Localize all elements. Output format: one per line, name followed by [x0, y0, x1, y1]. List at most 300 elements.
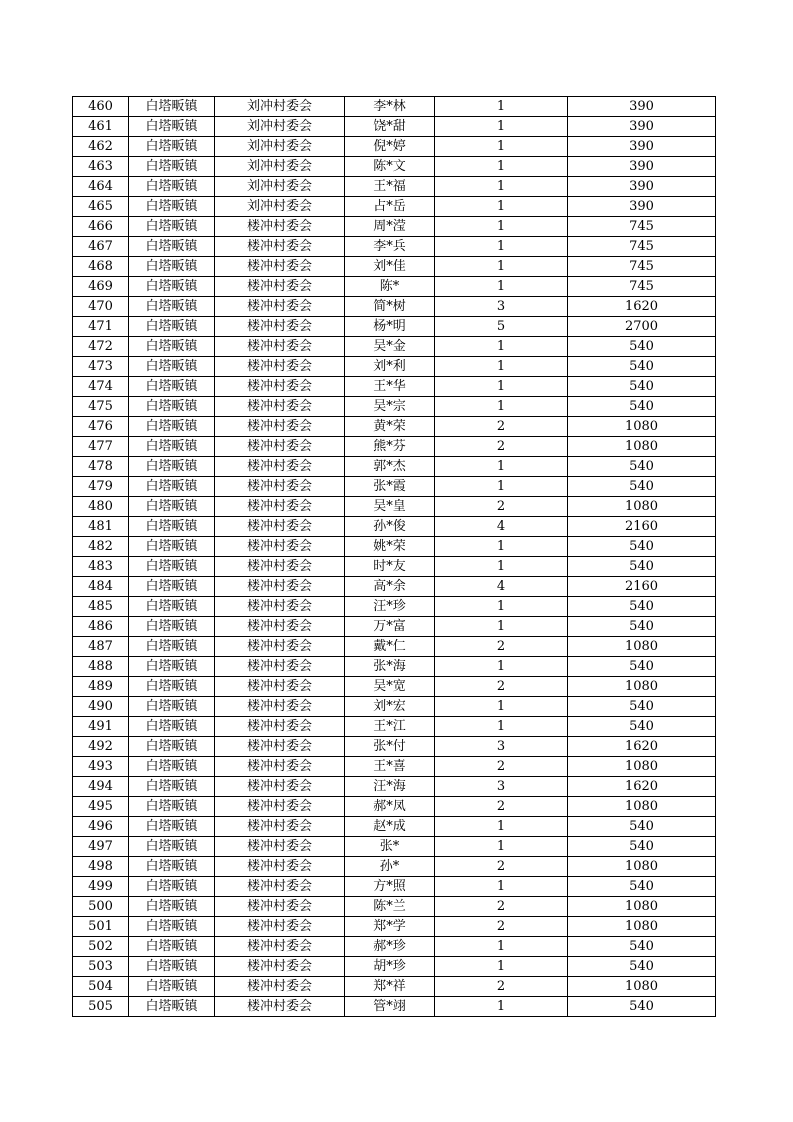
- cell-amount: 390: [568, 137, 716, 157]
- cell-household-count: 1: [435, 157, 568, 177]
- cell-amount: 1080: [568, 757, 716, 777]
- cell-person-name: 万*富: [345, 617, 435, 637]
- cell-serial-number: 502: [73, 937, 129, 957]
- cell-person-name: 郑*学: [345, 917, 435, 937]
- cell-town: 白塔畈镇: [129, 397, 215, 417]
- cell-person-name: 郭*杰: [345, 457, 435, 477]
- cell-household-count: 1: [435, 837, 568, 857]
- cell-serial-number: 480: [73, 497, 129, 517]
- cell-serial-number: 492: [73, 737, 129, 757]
- cell-village-committee: 楼冲村委会: [215, 677, 345, 697]
- cell-amount: 1080: [568, 417, 716, 437]
- cell-person-name: 郝*珍: [345, 937, 435, 957]
- cell-town: 白塔畈镇: [129, 697, 215, 717]
- cell-amount: 540: [568, 837, 716, 857]
- cell-person-name: 胡*珍: [345, 957, 435, 977]
- cell-town: 白塔畈镇: [129, 537, 215, 557]
- cell-serial-number: 477: [73, 437, 129, 457]
- cell-serial-number: 495: [73, 797, 129, 817]
- cell-town: 白塔畈镇: [129, 497, 215, 517]
- cell-village-committee: 楼冲村委会: [215, 477, 345, 497]
- cell-village-committee: 楼冲村委会: [215, 777, 345, 797]
- cell-person-name: 刘*宏: [345, 697, 435, 717]
- cell-village-committee: 楼冲村委会: [215, 217, 345, 237]
- cell-serial-number: 470: [73, 297, 129, 317]
- cell-serial-number: 471: [73, 317, 129, 337]
- cell-serial-number: 460: [73, 97, 129, 117]
- cell-amount: 540: [568, 657, 716, 677]
- cell-amount: 1080: [568, 797, 716, 817]
- cell-village-committee: 楼冲村委会: [215, 377, 345, 397]
- cell-household-count: 2: [435, 637, 568, 657]
- cell-serial-number: 461: [73, 117, 129, 137]
- cell-household-count: 2: [435, 917, 568, 937]
- cell-village-committee: 楼冲村委会: [215, 817, 345, 837]
- cell-amount: 540: [568, 337, 716, 357]
- cell-household-count: 1: [435, 957, 568, 977]
- cell-town: 白塔畈镇: [129, 217, 215, 237]
- table-row: [73, 897, 716, 917]
- cell-household-count: 1: [435, 257, 568, 277]
- cell-village-committee: 楼冲村委会: [215, 857, 345, 877]
- cell-town: 白塔畈镇: [129, 777, 215, 797]
- table-row: [73, 497, 716, 517]
- cell-town: 白塔畈镇: [129, 797, 215, 817]
- cell-household-count: 1: [435, 277, 568, 297]
- cell-village-committee: 楼冲村委会: [215, 937, 345, 957]
- cell-amount: 540: [568, 477, 716, 497]
- table-row: [73, 317, 716, 337]
- cell-village-committee: 楼冲村委会: [215, 717, 345, 737]
- cell-town: 白塔畈镇: [129, 737, 215, 757]
- cell-village-committee: 楼冲村委会: [215, 497, 345, 517]
- cell-town: 白塔畈镇: [129, 837, 215, 857]
- cell-household-count: 1: [435, 337, 568, 357]
- cell-person-name: 吴*宽: [345, 677, 435, 697]
- cell-amount: 540: [568, 397, 716, 417]
- cell-serial-number: 488: [73, 657, 129, 677]
- cell-amount: 540: [568, 537, 716, 557]
- cell-amount: 540: [568, 617, 716, 637]
- cell-household-count: 1: [435, 937, 568, 957]
- cell-village-committee: 楼冲村委会: [215, 237, 345, 257]
- cell-person-name: 熊*芬: [345, 437, 435, 457]
- cell-person-name: 王*华: [345, 377, 435, 397]
- cell-town: 白塔畈镇: [129, 597, 215, 617]
- cell-serial-number: 466: [73, 217, 129, 237]
- cell-household-count: 1: [435, 397, 568, 417]
- cell-village-committee: 楼冲村委会: [215, 277, 345, 297]
- cell-town: 白塔畈镇: [129, 97, 215, 117]
- cell-serial-number: 469: [73, 277, 129, 297]
- cell-town: 白塔畈镇: [129, 997, 215, 1017]
- cell-serial-number: 501: [73, 917, 129, 937]
- cell-amount: 1080: [568, 497, 716, 517]
- cell-serial-number: 485: [73, 597, 129, 617]
- cell-village-committee: 刘冲村委会: [215, 177, 345, 197]
- cell-village-committee: 楼冲村委会: [215, 617, 345, 637]
- table-row: [73, 417, 716, 437]
- table-row: [73, 617, 716, 637]
- table-row: [73, 597, 716, 617]
- cell-person-name: 王*喜: [345, 757, 435, 777]
- cell-village-committee: 楼冲村委会: [215, 997, 345, 1017]
- cell-amount: 390: [568, 97, 716, 117]
- cell-amount: 540: [568, 937, 716, 957]
- cell-amount: 540: [568, 357, 716, 377]
- table-row: [73, 337, 716, 357]
- cell-serial-number: 467: [73, 237, 129, 257]
- table-row: [73, 117, 716, 137]
- cell-person-name: 李*兵: [345, 237, 435, 257]
- cell-person-name: 倪*婷: [345, 137, 435, 157]
- cell-town: 白塔畈镇: [129, 617, 215, 637]
- cell-household-count: 1: [435, 357, 568, 377]
- cell-household-count: 1: [435, 377, 568, 397]
- cell-town: 白塔畈镇: [129, 257, 215, 277]
- cell-village-committee: 楼冲村委会: [215, 597, 345, 617]
- cell-person-name: 杨*明: [345, 317, 435, 337]
- table-row: [73, 357, 716, 377]
- table-row: [73, 397, 716, 417]
- table-row: [73, 297, 716, 317]
- cell-person-name: 汪*海: [345, 777, 435, 797]
- table-row: [73, 157, 716, 177]
- cell-amount: 390: [568, 157, 716, 177]
- table-row: [73, 817, 716, 837]
- cell-serial-number: 475: [73, 397, 129, 417]
- table-row: [73, 277, 716, 297]
- cell-household-count: 4: [435, 517, 568, 537]
- table-row: [73, 637, 716, 657]
- cell-serial-number: 498: [73, 857, 129, 877]
- table-row: [73, 857, 716, 877]
- cell-town: 白塔畈镇: [129, 437, 215, 457]
- cell-amount: 1080: [568, 637, 716, 657]
- cell-person-name: 张*: [345, 837, 435, 857]
- cell-amount: 745: [568, 277, 716, 297]
- cell-serial-number: 489: [73, 677, 129, 697]
- cell-town: 白塔畈镇: [129, 417, 215, 437]
- cell-amount: 745: [568, 217, 716, 237]
- cell-town: 白塔畈镇: [129, 897, 215, 917]
- cell-serial-number: 474: [73, 377, 129, 397]
- cell-person-name: 郝*凤: [345, 797, 435, 817]
- cell-serial-number: 463: [73, 157, 129, 177]
- cell-person-name: 时*友: [345, 557, 435, 577]
- cell-person-name: 赵*成: [345, 817, 435, 837]
- cell-person-name: 张*霞: [345, 477, 435, 497]
- cell-town: 白塔畈镇: [129, 137, 215, 157]
- cell-serial-number: 479: [73, 477, 129, 497]
- cell-village-committee: 楼冲村委会: [215, 357, 345, 377]
- cell-person-name: 王*江: [345, 717, 435, 737]
- cell-village-committee: 楼冲村委会: [215, 457, 345, 477]
- cell-serial-number: 486: [73, 617, 129, 637]
- cell-person-name: 张*海: [345, 657, 435, 677]
- cell-amount: 745: [568, 237, 716, 257]
- cell-village-committee: 楼冲村委会: [215, 797, 345, 817]
- cell-person-name: 刘*利: [345, 357, 435, 377]
- cell-serial-number: 496: [73, 817, 129, 837]
- cell-town: 白塔畈镇: [129, 277, 215, 297]
- cell-serial-number: 472: [73, 337, 129, 357]
- cell-town: 白塔畈镇: [129, 237, 215, 257]
- table-row: [73, 237, 716, 257]
- cell-amount: 540: [568, 957, 716, 977]
- table-row: [73, 797, 716, 817]
- cell-serial-number: 505: [73, 997, 129, 1017]
- table-row: [73, 537, 716, 557]
- cell-village-committee: 楼冲村委会: [215, 297, 345, 317]
- cell-serial-number: 499: [73, 877, 129, 897]
- cell-household-count: 1: [435, 177, 568, 197]
- cell-serial-number: 481: [73, 517, 129, 537]
- cell-serial-number: 464: [73, 177, 129, 197]
- cell-town: 白塔畈镇: [129, 877, 215, 897]
- cell-town: 白塔畈镇: [129, 117, 215, 137]
- cell-town: 白塔畈镇: [129, 917, 215, 937]
- cell-person-name: 高*余: [345, 577, 435, 597]
- table-row: [73, 677, 716, 697]
- table-row: [73, 717, 716, 737]
- cell-person-name: 周*滢: [345, 217, 435, 237]
- records-table-body: [73, 97, 716, 1017]
- cell-amount: 1620: [568, 737, 716, 757]
- cell-village-committee: 楼冲村委会: [215, 397, 345, 417]
- table-row: [73, 697, 716, 717]
- cell-serial-number: 476: [73, 417, 129, 437]
- cell-household-count: 3: [435, 777, 568, 797]
- cell-person-name: 戴*仁: [345, 637, 435, 657]
- cell-village-committee: 楼冲村委会: [215, 257, 345, 277]
- table-row: [73, 197, 716, 217]
- table-row: [73, 737, 716, 757]
- cell-village-committee: 楼冲村委会: [215, 877, 345, 897]
- cell-village-committee: 楼冲村委会: [215, 537, 345, 557]
- cell-amount: 2160: [568, 517, 716, 537]
- cell-household-count: 1: [435, 137, 568, 157]
- cell-village-committee: 楼冲村委会: [215, 657, 345, 677]
- cell-serial-number: 490: [73, 697, 129, 717]
- cell-amount: 390: [568, 117, 716, 137]
- cell-town: 白塔畈镇: [129, 157, 215, 177]
- cell-household-count: 1: [435, 717, 568, 737]
- cell-serial-number: 478: [73, 457, 129, 477]
- cell-household-count: 2: [435, 497, 568, 517]
- cell-household-count: 1: [435, 457, 568, 477]
- cell-town: 白塔畈镇: [129, 977, 215, 997]
- cell-amount: 540: [568, 457, 716, 477]
- cell-household-count: 1: [435, 657, 568, 677]
- cell-serial-number: 482: [73, 537, 129, 557]
- cell-household-count: 2: [435, 417, 568, 437]
- cell-household-count: 1: [435, 997, 568, 1017]
- cell-household-count: 1: [435, 477, 568, 497]
- cell-village-committee: 刘冲村委会: [215, 117, 345, 137]
- cell-person-name: 方*照: [345, 877, 435, 897]
- cell-serial-number: 504: [73, 977, 129, 997]
- cell-village-committee: 楼冲村委会: [215, 957, 345, 977]
- cell-village-committee: 楼冲村委会: [215, 737, 345, 757]
- cell-household-count: 2: [435, 437, 568, 457]
- cell-household-count: 1: [435, 557, 568, 577]
- cell-town: 白塔畈镇: [129, 637, 215, 657]
- cell-serial-number: 487: [73, 637, 129, 657]
- cell-town: 白塔畈镇: [129, 177, 215, 197]
- cell-serial-number: 503: [73, 957, 129, 977]
- table-row: [73, 377, 716, 397]
- cell-serial-number: 465: [73, 197, 129, 217]
- cell-town: 白塔畈镇: [129, 957, 215, 977]
- table-row: [73, 657, 716, 677]
- cell-village-committee: 楼冲村委会: [215, 757, 345, 777]
- cell-household-count: 2: [435, 897, 568, 917]
- cell-town: 白塔畈镇: [129, 317, 215, 337]
- cell-household-count: 1: [435, 597, 568, 617]
- cell-amount: 540: [568, 817, 716, 837]
- cell-town: 白塔畈镇: [129, 297, 215, 317]
- cell-village-committee: 楼冲村委会: [215, 697, 345, 717]
- cell-household-count: 2: [435, 977, 568, 997]
- cell-town: 白塔畈镇: [129, 457, 215, 477]
- table-row: [73, 477, 716, 497]
- table-row: [73, 977, 716, 997]
- table-row: [73, 917, 716, 937]
- cell-person-name: 简*树: [345, 297, 435, 317]
- cell-household-count: 1: [435, 877, 568, 897]
- cell-village-committee: 楼冲村委会: [215, 837, 345, 857]
- table-row: [73, 457, 716, 477]
- cell-person-name: 李*林: [345, 97, 435, 117]
- cell-village-committee: 楼冲村委会: [215, 317, 345, 337]
- cell-amount: 1080: [568, 917, 716, 937]
- cell-person-name: 吴*宗: [345, 397, 435, 417]
- cell-household-count: 1: [435, 197, 568, 217]
- cell-village-committee: 刘冲村委会: [215, 157, 345, 177]
- cell-serial-number: 473: [73, 357, 129, 377]
- cell-serial-number: 497: [73, 837, 129, 857]
- cell-village-committee: 楼冲村委会: [215, 437, 345, 457]
- cell-village-committee: 楼冲村委会: [215, 337, 345, 357]
- cell-amount: 540: [568, 377, 716, 397]
- cell-person-name: 王*福: [345, 177, 435, 197]
- cell-amount: 390: [568, 197, 716, 217]
- cell-town: 白塔畈镇: [129, 557, 215, 577]
- cell-amount: 1080: [568, 677, 716, 697]
- cell-household-count: 3: [435, 737, 568, 757]
- cell-person-name: 郑*祥: [345, 977, 435, 997]
- cell-person-name: 张*付: [345, 737, 435, 757]
- cell-person-name: 陈*: [345, 277, 435, 297]
- cell-household-count: 1: [435, 97, 568, 117]
- cell-town: 白塔畈镇: [129, 197, 215, 217]
- cell-household-count: 4: [435, 577, 568, 597]
- table-row: [73, 777, 716, 797]
- cell-household-count: 2: [435, 797, 568, 817]
- cell-household-count: 2: [435, 677, 568, 697]
- cell-person-name: 陈*文: [345, 157, 435, 177]
- table-row: [73, 997, 716, 1017]
- cell-person-name: 汪*珍: [345, 597, 435, 617]
- cell-amount: 540: [568, 597, 716, 617]
- cell-amount: 1080: [568, 437, 716, 457]
- cell-serial-number: 462: [73, 137, 129, 157]
- table-row: [73, 97, 716, 117]
- cell-village-committee: 楼冲村委会: [215, 637, 345, 657]
- cell-person-name: 孙*: [345, 857, 435, 877]
- cell-amount: 2700: [568, 317, 716, 337]
- table-row: [73, 937, 716, 957]
- cell-household-count: 5: [435, 317, 568, 337]
- cell-household-count: 3: [435, 297, 568, 317]
- cell-town: 白塔畈镇: [129, 817, 215, 837]
- cell-household-count: 1: [435, 237, 568, 257]
- cell-village-committee: 刘冲村委会: [215, 137, 345, 157]
- cell-person-name: 孙*俊: [345, 517, 435, 537]
- cell-household-count: 1: [435, 617, 568, 637]
- table-row: [73, 257, 716, 277]
- cell-town: 白塔畈镇: [129, 377, 215, 397]
- cell-amount: 745: [568, 257, 716, 277]
- cell-village-committee: 楼冲村委会: [215, 517, 345, 537]
- cell-amount: 1080: [568, 857, 716, 877]
- cell-town: 白塔畈镇: [129, 357, 215, 377]
- cell-village-committee: 刘冲村委会: [215, 97, 345, 117]
- cell-household-count: 2: [435, 857, 568, 877]
- cell-amount: 540: [568, 717, 716, 737]
- cell-serial-number: 494: [73, 777, 129, 797]
- cell-amount: 540: [568, 557, 716, 577]
- cell-person-name: 黄*荣: [345, 417, 435, 437]
- cell-town: 白塔畈镇: [129, 937, 215, 957]
- table-row: [73, 437, 716, 457]
- table-row: [73, 557, 716, 577]
- table-row: [73, 517, 716, 537]
- table-row: [73, 137, 716, 157]
- cell-household-count: 1: [435, 117, 568, 137]
- cell-serial-number: 483: [73, 557, 129, 577]
- cell-amount: 1620: [568, 297, 716, 317]
- cell-village-committee: 楼冲村委会: [215, 977, 345, 997]
- table-row: [73, 877, 716, 897]
- cell-town: 白塔畈镇: [129, 857, 215, 877]
- cell-amount: 1080: [568, 897, 716, 917]
- cell-village-committee: 楼冲村委会: [215, 917, 345, 937]
- records-table: [72, 96, 716, 1017]
- cell-village-committee: 楼冲村委会: [215, 557, 345, 577]
- cell-person-name: 吴*金: [345, 337, 435, 357]
- cell-town: 白塔畈镇: [129, 517, 215, 537]
- cell-town: 白塔畈镇: [129, 577, 215, 597]
- cell-amount: 2160: [568, 577, 716, 597]
- table-row: [73, 757, 716, 777]
- cell-household-count: 1: [435, 537, 568, 557]
- cell-household-count: 1: [435, 217, 568, 237]
- cell-amount: 1620: [568, 777, 716, 797]
- cell-village-committee: 楼冲村委会: [215, 577, 345, 597]
- cell-town: 白塔畈镇: [129, 717, 215, 737]
- cell-town: 白塔畈镇: [129, 657, 215, 677]
- cell-serial-number: 493: [73, 757, 129, 777]
- cell-amount: 540: [568, 997, 716, 1017]
- cell-serial-number: 491: [73, 717, 129, 737]
- cell-person-name: 管*翊: [345, 997, 435, 1017]
- cell-person-name: 占*岳: [345, 197, 435, 217]
- table-row: [73, 837, 716, 857]
- cell-village-committee: 楼冲村委会: [215, 417, 345, 437]
- cell-person-name: 陈*兰: [345, 897, 435, 917]
